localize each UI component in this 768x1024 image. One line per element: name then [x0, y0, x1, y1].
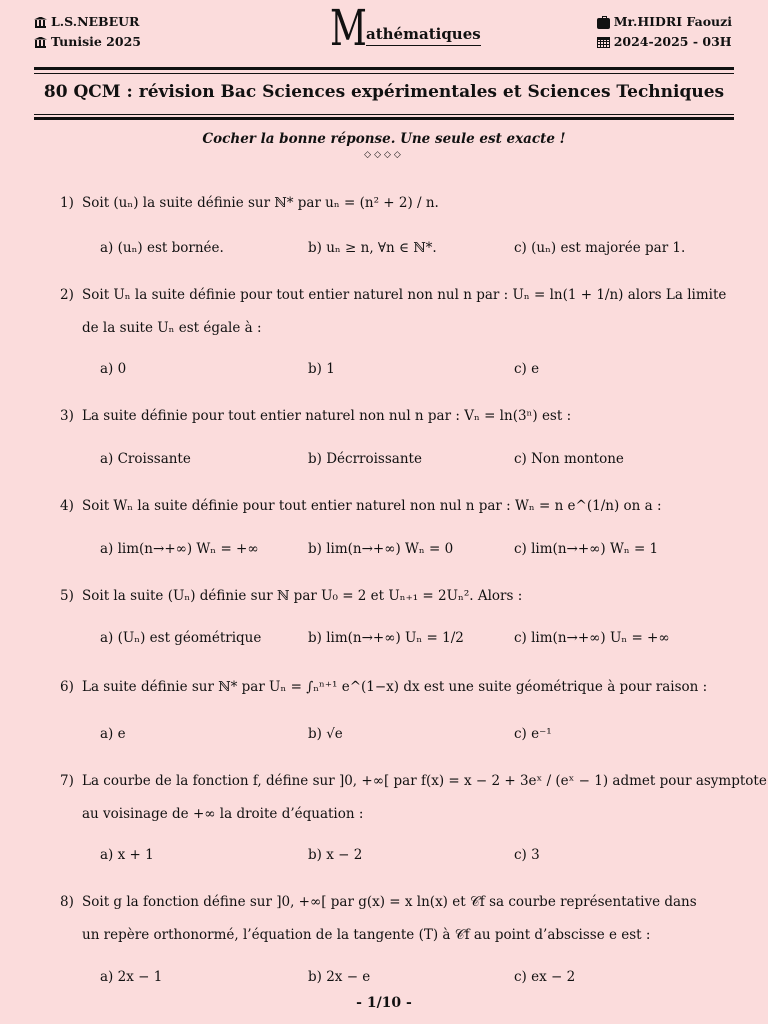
options-6	[100, 726, 732, 750]
option-b[interactable]: b) uₙ ≥ n, ∀n ∈ ℕ*.	[308, 240, 437, 256]
question-text: Soit Uₙ la suite définie pour tout entier naturel non nul n par : Uₙ = ln(1 + 1/n) alors La limite	[82, 287, 727, 303]
title-rule-thin	[34, 114, 734, 115]
option-b[interactable]: b) 2x − e	[308, 969, 371, 985]
options-3	[100, 451, 732, 475]
question-text-cont: au voisinage de +∞ la droite d’équation :	[82, 806, 364, 822]
year-duration: 2024-2025 - 03H	[613, 34, 732, 49]
question-8: 8) Soit g la fonction défine sur ]0, +∞[ par g(x) = x ln(x) et 𝒞f sa courbe représentative dans un repère orthonormé, l’équation de la tangente (T) à 𝒞f au point d’abscisse e est :	[60, 886, 732, 952]
option-a[interactable]: a) (Uₙ) est géométrique	[100, 630, 262, 646]
header-left	[34, 12, 141, 52]
header-rule-thin	[34, 73, 734, 74]
page-title: 80 QCM : révision Bac Sciences expérimentales et Sciences Techniques	[43, 82, 725, 102]
place: Tunisie 2025	[51, 34, 141, 49]
option-a[interactable]: a) 2x − 1	[100, 969, 163, 985]
bank-icon	[34, 17, 47, 28]
question-text: La suite définie sur ℕ* par Uₙ = ∫ₙⁿ⁺¹ e^(1−x) dx est une suite géométrique à pour raison :	[82, 679, 708, 695]
question-4: 4) Soit Wₙ la suite définie pour tout entier naturel non nul n par : Wₙ = n e^(1/n) on a :	[60, 498, 662, 514]
question-text-cont: de la suite Uₙ est égale à :	[82, 320, 262, 336]
question-1: 1) Soit (uₙ) la suite définie sur ℕ* par uₙ = (n² + 2) / n.	[60, 195, 439, 211]
option-a[interactable]: a) lim(n→+∞) Wₙ = +∞	[100, 541, 259, 557]
option-b[interactable]: b) Décrroissante	[308, 451, 422, 467]
calendar-icon	[597, 37, 610, 48]
question-text: Soit la suite (Uₙ) définie sur ℕ par U₀ = 2 et Uₙ₊₁ = 2Uₙ². Alors :	[82, 588, 523, 604]
header-right	[597, 12, 732, 52]
ornament: ◇◇◇◇	[364, 150, 404, 160]
option-b[interactable]: b) x − 2	[308, 847, 363, 863]
option-b[interactable]: b) lim(n→+∞) Uₙ = 1/2	[308, 630, 464, 646]
bank-icon	[34, 37, 47, 48]
header-rule-thick	[34, 67, 734, 70]
school-name: L.S.NEBEUR	[51, 14, 140, 29]
option-a[interactable]: a) (uₙ) est bornée.	[100, 240, 224, 256]
question-text: Soit g la fonction défine sur ]0, +∞[ par g(x) = x ln(x) et 𝒞f sa courbe représentative dans	[82, 894, 697, 910]
option-a[interactable]: a) Croissante	[100, 451, 191, 467]
option-c[interactable]: c) e⁻¹	[514, 726, 552, 742]
option-b[interactable]: b) lim(n→+∞) Wₙ = 0	[308, 541, 454, 557]
options-2	[100, 361, 732, 385]
question-3: 3) La suite définie pour tout entier naturel non nul n par : Vₙ = ln(3ⁿ) est :	[60, 408, 572, 424]
option-a[interactable]: a) x + 1	[100, 847, 154, 863]
instructions: Cocher la bonne réponse. Une seule est exacte !	[202, 131, 566, 147]
question-5: 5) Soit la suite (Uₙ) définie sur ℕ par U₀ = 2 et Uₙ₊₁ = 2Uₙ². Alors :	[60, 588, 523, 604]
option-c[interactable]: c) Non montone	[514, 451, 624, 467]
teacher-name: Mr.HIDRI Faouzi	[613, 14, 732, 29]
option-c[interactable]: c) (uₙ) est majorée par 1.	[514, 240, 686, 256]
question-text: Soit (uₙ) la suite définie sur ℕ* par uₙ = (n² + 2) / n.	[82, 195, 439, 211]
options-7	[100, 847, 732, 871]
options-5	[100, 630, 732, 654]
options-4	[100, 541, 732, 565]
options-8	[100, 969, 732, 993]
title-rule-thick	[34, 117, 734, 120]
option-c[interactable]: c) lim(n→+∞) Wₙ = 1	[514, 541, 659, 557]
logo-mathematiques	[330, 0, 481, 57]
briefcase-icon	[597, 18, 610, 29]
question-text: La courbe de la fonction f, défine sur ]0, +∞[ par f(x) = x − 2 + 3eˣ / (eˣ − 1) admet pour asymptote	[82, 773, 767, 789]
page-number: - 1/10 -	[356, 995, 412, 1011]
option-b[interactable]: b) √e	[308, 726, 343, 742]
question-text: La suite définie pour tout entier naturel non nul n par : Vₙ = ln(3ⁿ) est :	[82, 408, 572, 424]
logo-initial: M	[330, 0, 367, 57]
option-c[interactable]: c) e	[514, 361, 540, 377]
options-1	[100, 240, 732, 264]
question-text-cont: un repère orthonormé, l’équation de la tangente (T) à 𝒞f au point d’abscisse e est :	[82, 927, 651, 943]
option-c[interactable]: c) 3	[514, 847, 540, 863]
option-c[interactable]: c) lim(n→+∞) Uₙ = +∞	[514, 630, 670, 646]
question-2: 2) Soit Uₙ la suite définie pour tout entier naturel non nul n par : Uₙ = ln(1 + 1/n) alors La limite de la suite Uₙ est égale à :	[60, 279, 732, 345]
question-text: Soit Wₙ la suite définie pour tout entier naturel non nul n par : Wₙ = n e^(1/n) on a :	[82, 498, 662, 514]
option-a[interactable]: a) 0	[100, 361, 127, 377]
option-c[interactable]: c) ex − 2	[514, 969, 576, 985]
question-7: 7) La courbe de la fonction f, défine sur ]0, +∞[ par f(x) = x − 2 + 3eˣ / (eˣ − 1) admet pour asymptote au voisinage de +∞ la droite d’équation :	[60, 765, 732, 831]
option-b[interactable]: b) 1	[308, 361, 335, 377]
question-6: 6) La suite définie sur ℕ* par Uₙ = ∫ₙⁿ⁺¹ e^(1−x) dx est une suite géométrique à pour raison :	[60, 679, 708, 695]
logo-text: athématiques	[366, 25, 481, 46]
option-a[interactable]: a) e	[100, 726, 126, 742]
